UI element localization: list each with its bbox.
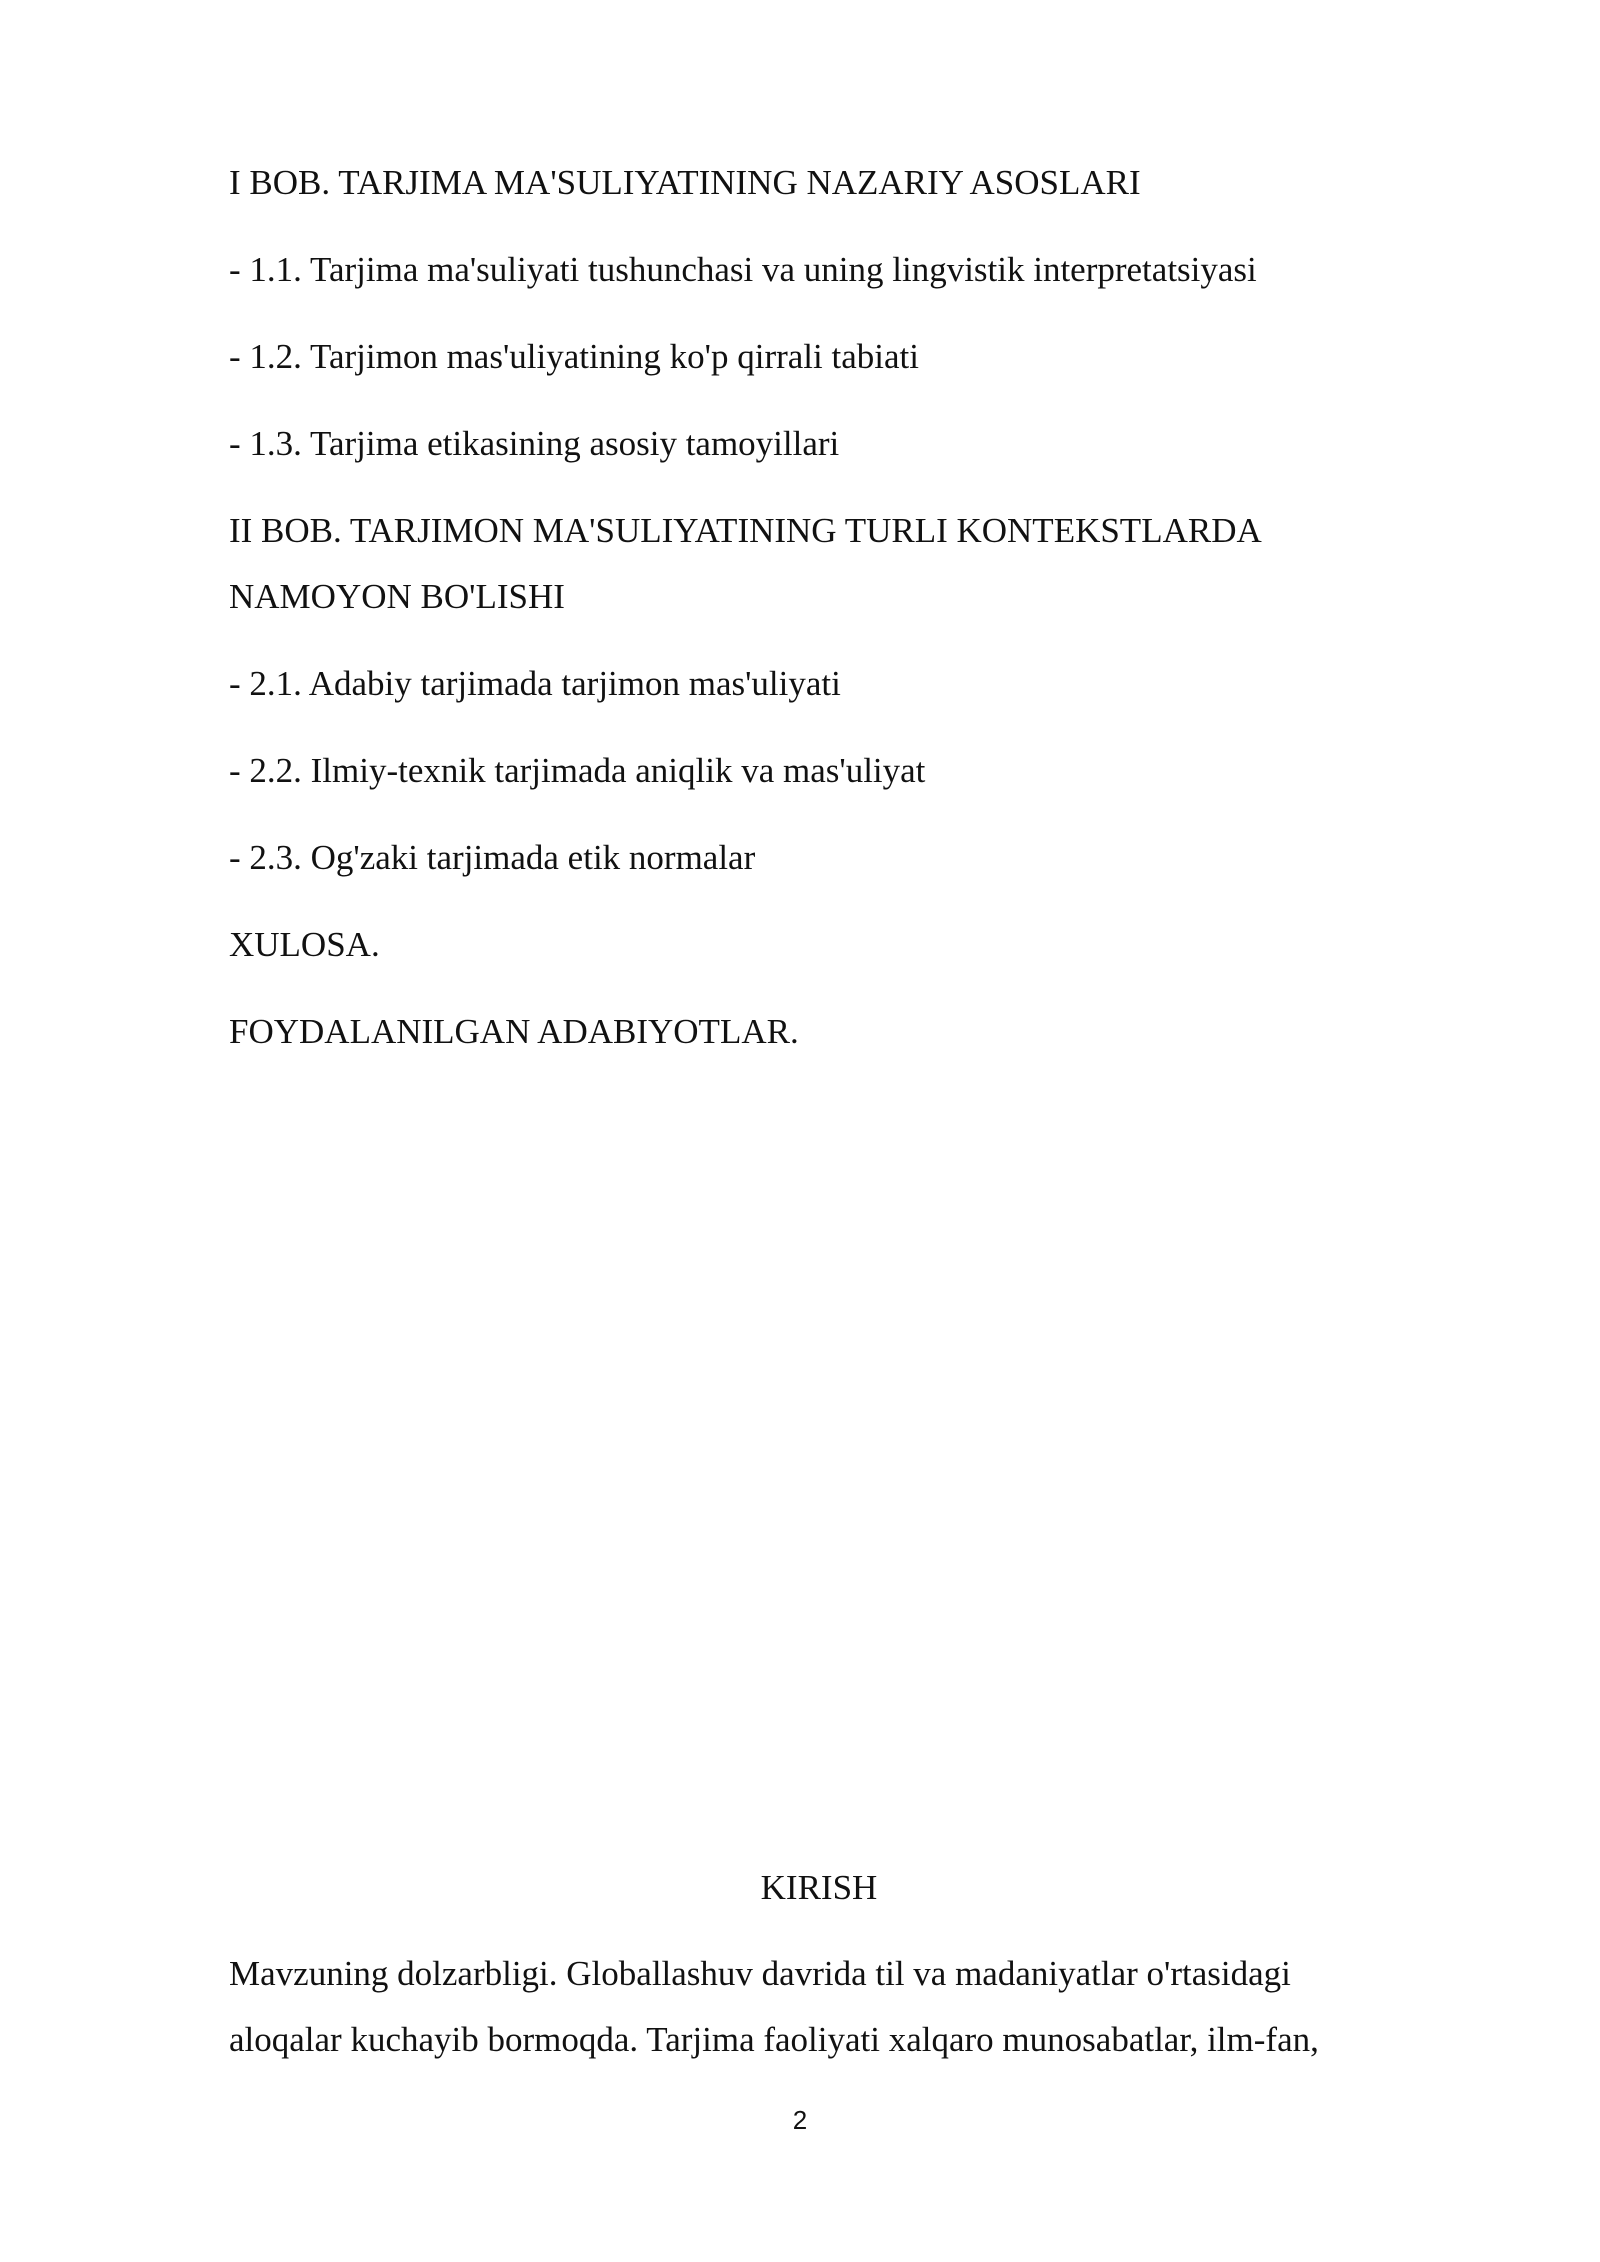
toc-chapter-1: I BOB. TARJIMA MA'SULIYATINING NAZARIY ASOSLARI <box>229 163 1141 202</box>
toc-section-1-2: - 1.2. Tarjimon mas'uliyatining ko'p qirrali tabiati <box>229 337 919 376</box>
toc-section-2-2: - 2.2. Ilmiy-texnik tarjimada aniqlik va mas'uliyat <box>229 751 926 790</box>
page-number: 2 <box>792 2105 808 2135</box>
toc-conclusion: XULOSA. <box>229 925 380 964</box>
table-of-contents <box>229 150 1409 1086</box>
intro-paragraph: Mavzuning dolzarbligi. Globallashuv davrida til va madaniyatlar o'rtasidagi aloqalar kuchayib bormoqda. Tarjima faoliyati xalqaro munosabatlar, ilm-fan, <box>229 1954 1319 2059</box>
toc-chapter-2: II BOB. TARJIMON MA'SULIYATINING TURLI KONTEKSTLARDA NAMOYON BO'LISHI <box>229 511 1260 616</box>
toc-section-1-3: - 1.3. Tarjima etikasining asosiy tamoyillari <box>229 424 840 463</box>
toc-section-1-1: - 1.1. Tarjima ma'suliyati tushunchasi va uning lingvistik interpretatsiyasi <box>229 250 1257 289</box>
toc-references: FOYDALANILGAN ADABIYOTLAR. <box>229 1012 799 1051</box>
toc-section-2-1: - 2.1. Adabiy tarjimada tarjimon mas'uliyati <box>229 664 841 703</box>
intro-heading: KIRISH <box>760 1868 878 1907</box>
toc-section-2-3: - 2.3. Og'zaki tarjimada etik normalar <box>229 838 756 877</box>
